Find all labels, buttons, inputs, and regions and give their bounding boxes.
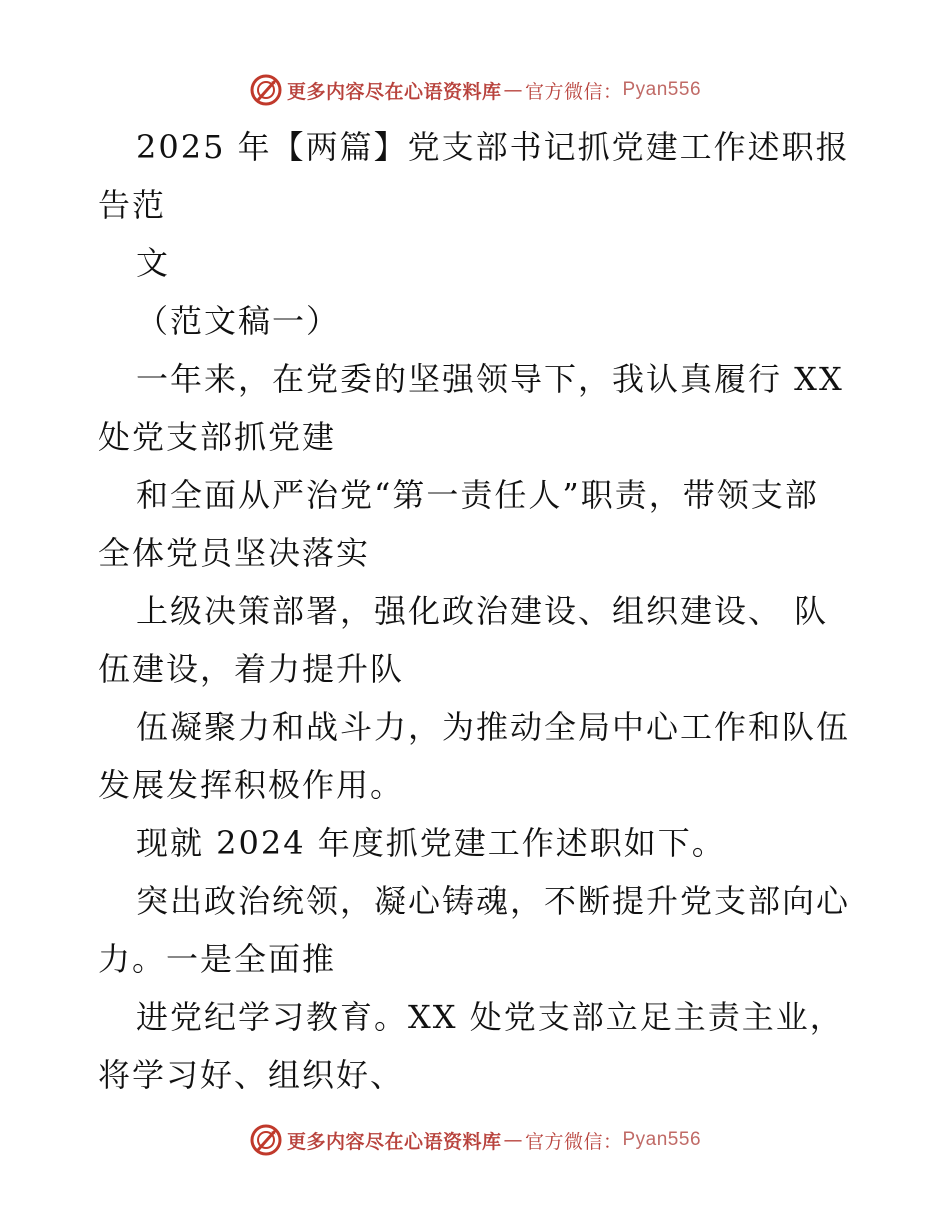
doc-line: 和全面从严治党“第一责任人”职责，带领支部 (136, 476, 819, 514)
document-body (98, 118, 858, 1104)
footer-watermark (0, 1120, 950, 1160)
doc-line: 将学习好、组织好、 (98, 1056, 405, 1094)
doc-line: 伍建设，着力提升队 (98, 650, 405, 688)
doc-line: 现就 2024 年度抓党建工作述职如下。 (136, 824, 726, 862)
doc-line: 突出政治统领，凝心铸魂，不断提升党支部向心 (136, 882, 851, 920)
watermark-label: 官方微信： (524, 80, 623, 103)
doc-line: 伍凝聚力和战斗力，为推动全局中心工作和队伍 (136, 708, 851, 746)
doc-line: 发展发挥积极作用。 (98, 766, 405, 804)
watermark-separator: — (503, 1129, 523, 1151)
watermark-label: 官方微信： (524, 1130, 623, 1153)
doc-line: 处党支部抓党建 (98, 418, 337, 456)
header-watermark (0, 70, 950, 110)
doc-line: 全体党员坚决落实 (98, 534, 371, 572)
watermark-id: Pyan556 (622, 79, 702, 100)
watermark-text: 更多内容尽在心语资料库 (286, 80, 502, 103)
doc-line: 文 (136, 244, 171, 282)
doc-line: 一年来，在党委的坚强领导下，我认真履行 XX (136, 360, 844, 398)
doc-line: （范文稿一） (136, 302, 341, 340)
seal-logo-icon (249, 1123, 283, 1157)
doc-line: 力。一是全面推 (98, 940, 337, 978)
doc-line: 上级决策部署，强化政治建设、组织建设、 队 (136, 592, 829, 630)
watermark-text: 更多内容尽在心语资料库 (286, 1130, 502, 1153)
watermark-id: Pyan556 (622, 1129, 702, 1150)
doc-line: 进党纪学习教育。XX 处党支部立足主责主业， (136, 998, 844, 1036)
doc-line: 2025 年【两篇】党支部书记抓党建工作述职报 (136, 128, 850, 166)
doc-line: 告范 (98, 186, 167, 224)
seal-logo-icon (249, 73, 283, 107)
watermark-separator: — (503, 79, 523, 101)
